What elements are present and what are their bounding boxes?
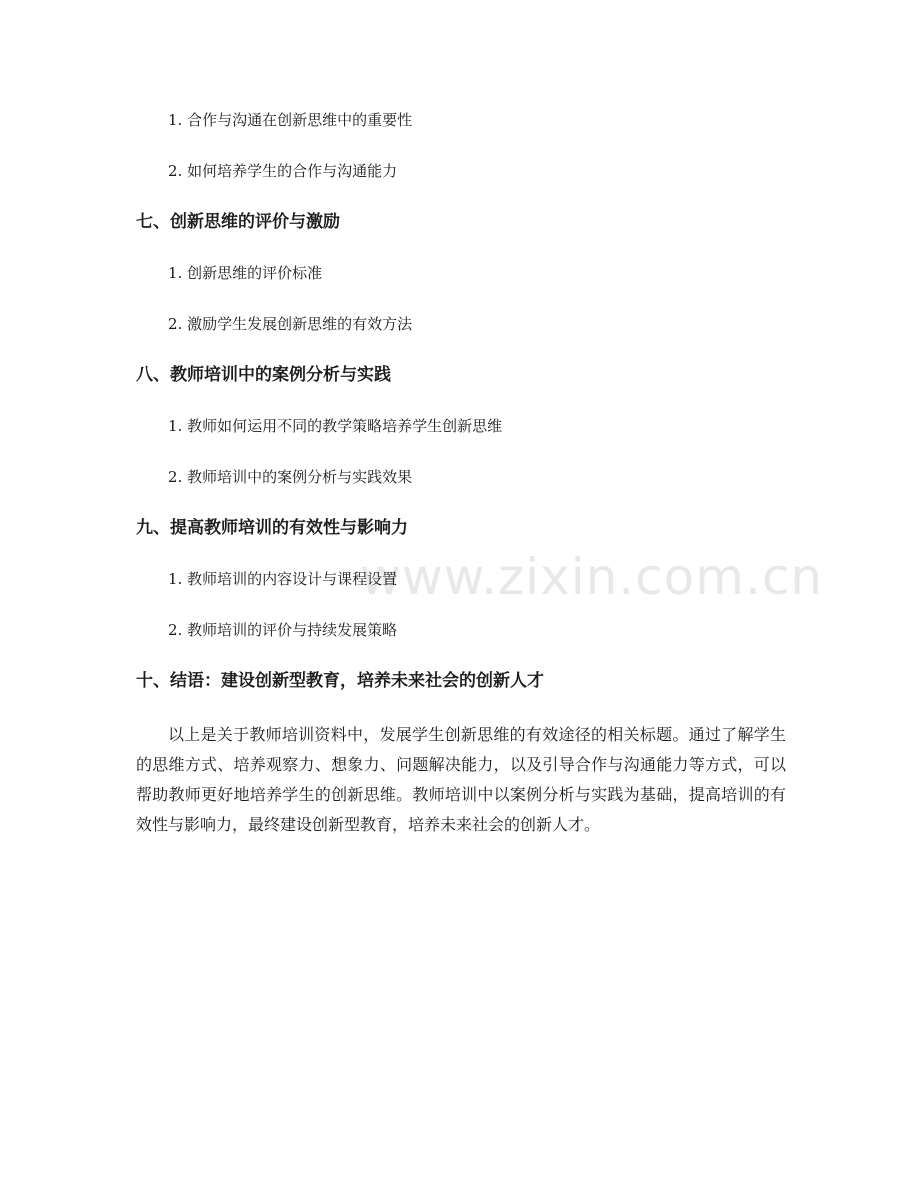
section-heading: 七、创新思维的评价与激励 [136,212,340,232]
list-item: 2. 教师培训的评价与持续发展策略 [168,621,398,639]
conclusion-paragraph: 以上是关于教师培训资料中，发展学生创新思维的有效途径的相关标题。通过了解学生的思维方式、培养观察力、想象力、问题解决能力，以及引导合作与沟通能力等方式，可以帮助教师更好地培养学生的创新思维。教师培训中以案例分析与实践为基础，提高培训的有效性与影响力，最终建设创新型教育，培养未来社会的创新人才。 [136,725,786,834]
section-heading: 九、提高教师培训的有效性与影响力 [136,518,408,538]
list-item: 1. 教师培训的内容设计与课程设置 [168,570,398,588]
list-item: 1. 合作与沟通在创新思维中的重要性 [168,111,413,129]
section-heading: 八、教师培训中的案例分析与实践 [136,365,391,385]
section-heading: 十、结语：建设创新型教育，培养未来社会的创新人才 [136,671,544,691]
watermark: www.zixin.com.cn [360,548,824,606]
list-item: 1. 教师如何运用不同的教学策略培养学生创新思维 [168,417,503,435]
list-item: 2. 教师培训中的案例分析与实践效果 [168,468,413,486]
list-item: 2. 如何培养学生的合作与沟通能力 [168,162,398,180]
list-item: 2. 激励学生发展创新思维的有效方法 [168,315,413,333]
list-item: 1. 创新思维的评价标准 [168,264,323,282]
